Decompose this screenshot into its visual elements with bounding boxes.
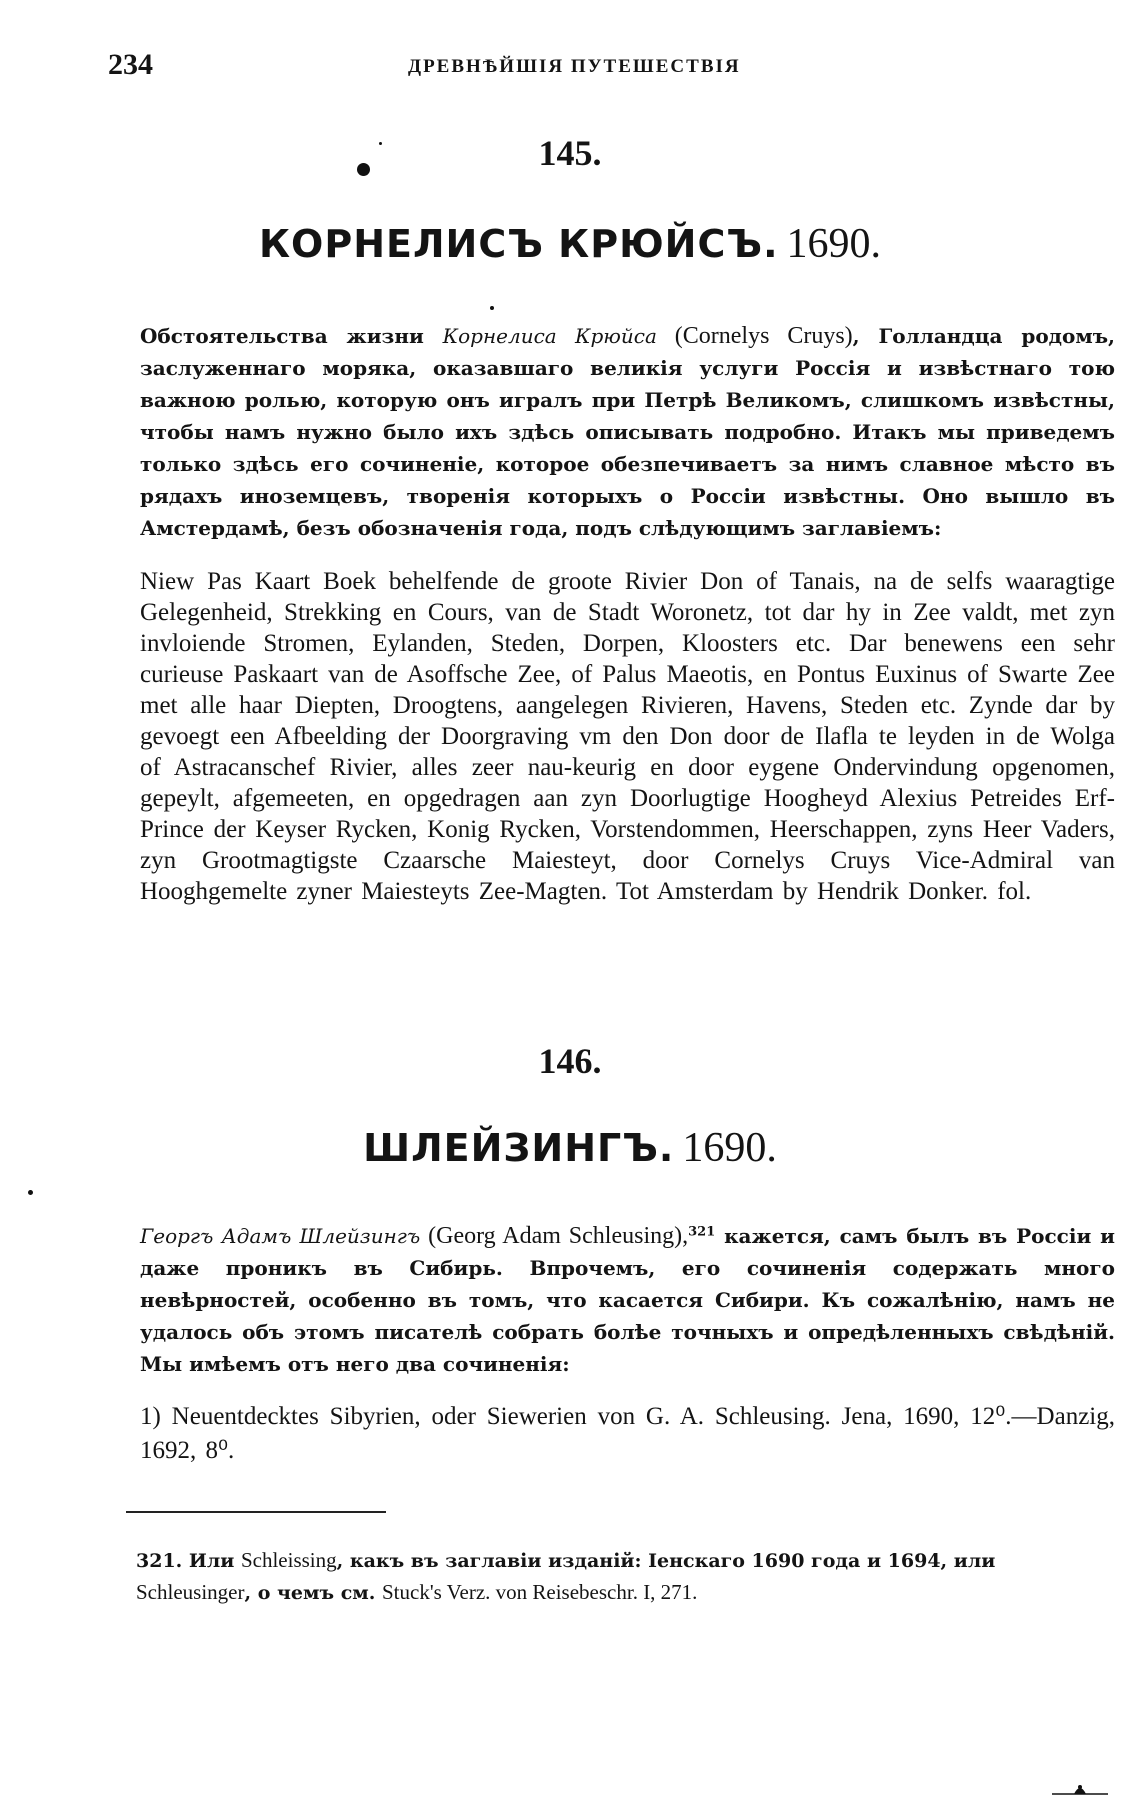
section-146-heading-name: ШЛЕЙЗИНГЪ. <box>363 1126 675 1170</box>
footnote-text: , какъ въ заглавіи изданій: Іенскаго 1690 года и 1694, или <box>336 1550 996 1572</box>
intro-text: Обстоятельства жизни <box>140 324 443 348</box>
section-145-intro <box>140 320 1115 544</box>
section-145-heading <box>0 220 1140 268</box>
intro-text: , Голландца родомъ, заслуженнаго моряка, оказавшаго великія услуги Россія и извѣстнаго тою важною ролью, которую онъ игралъ при Петрѣ Великомъ, слишкомъ извѣстны, чтобы намъ нужно было ихъ здѣсь описывать подробно. Итакъ мы приведемъ только здѣсь его сочиненіе, которое обезпечиваетъ за нимъ славное мѣсто въ рядахъ иноземцевъ, творенія которыхъ о Россіи извѣстны. Оно вышло въ Амстердамѣ, безъ обозначенія года, подъ слѣдующимъ заглавіемъ: <box>140 324 1116 540</box>
section-146-list-item-1: 1) Neuentdecktes Sibyrien, oder Siewerien von G. A. Schleusing. Jena, 1690, 12⁰.—Danzig, 1692, 8⁰. <box>140 1403 1115 1464</box>
running-title: ДРЕВНѢЙШІЯ ПУТЕШЕСТВІЯ <box>408 56 741 77</box>
section-145-heading-name: КОРНЕЛИСЪ КРЮЙСЪ. <box>259 222 779 266</box>
footnote-text: Или <box>182 1550 241 1572</box>
footnote-latin: Schleusinger <box>136 1580 245 1604</box>
footnote-rule <box>126 1511 386 1513</box>
footnote-latin: Schleissing <box>240 1548 337 1572</box>
ink-speck <box>28 1190 33 1195</box>
section-145-dutch-title: Niew Pas Kaart Boek behelfende de groote Rivier Don of Tanais, na de selfs waaragtige Gelegenheid, Strekking en Cours, van de Stadt Woronetz, tot dar hy in Zee valdt, met zyn invloiende Stromen, Eylanden, Steden, Dorpen, Kloosters etc. Dar benewens een sehr curieuse Paskaart van de Asoffsche Zee, of Palus Maeotis, en Pontus Euxinus of Swarte Zee met alle haar Diepten, Droogtens, aangelegen Rivieren, Havens, Steden etc. Zynde dar by gevoegt een Afbeelding der Doorgraving vm den Don door de Ilafla te leyden in de Wolga of Astracanschef Rivier, alles zeer nau-keurig en door eygene Ondervindung opgenomen, gepeylt, afgemeeten, en opgedragen aan zyn Doorlugtige Hoogheyd Alexius Petreides Erf-Prince der Keyser Rycken, Konig Rycken, Vorstendommen, Heerschappen, zyns Heer Vaders, zyn Grootmagtigste Czaarsche Maiesteyt, door Cornelys Cruys Vice-Admiral van Hooghgemelte zyner Maiesteyts Zee-Magten. Tot Amsterdam by Hendrik Donker. fol. <box>140 568 1115 905</box>
ink-speck <box>490 306 494 310</box>
footnote-text: , о чемъ см. <box>244 1582 382 1604</box>
author-latin-name: (Georg Adam Schleusing), <box>420 1223 689 1249</box>
section-146-number: 146. <box>538 1041 602 1081</box>
footnote-latin: Stuck's Verz. von Reisebeschr. I, 271. <box>382 1580 698 1604</box>
section-146-heading-year: 1690. <box>682 1125 777 1171</box>
author-latin-name: (Cornelys Cruys) <box>656 323 853 349</box>
author-name-italic: Георгъ Адамъ Шлейзингъ <box>140 1224 421 1248</box>
intro-text: кажется, самъ былъ въ Россіи и даже проникъ въ Сибирь. Впрочемъ, его сочиненія содержать много невѣрностей, особенно въ томъ, что касается Сибири. Къ сожалѣнію, намъ не удалось объ этомъ писателѣ собрать болѣе точныхъ и опредѣленныхъ свѣдѣній. Мы имѣемъ отъ него два сочиненія: <box>140 1224 1115 1376</box>
section-146-heading <box>0 1124 1140 1172</box>
footnote-321 <box>136 1545 1112 1609</box>
page-number: 234 <box>108 48 153 81</box>
section-145-number: 145. <box>538 133 602 173</box>
section-146-intro <box>140 1220 1115 1380</box>
author-name-italic: Корнелиса Крюйса <box>442 324 657 348</box>
section-145-heading-year: 1690. <box>786 221 881 267</box>
running-head <box>108 48 978 88</box>
footnote-reference: 321 <box>688 1224 716 1240</box>
footnote-number: 321. <box>136 1550 183 1572</box>
tailpiece-ornament <box>1050 1780 1110 1798</box>
